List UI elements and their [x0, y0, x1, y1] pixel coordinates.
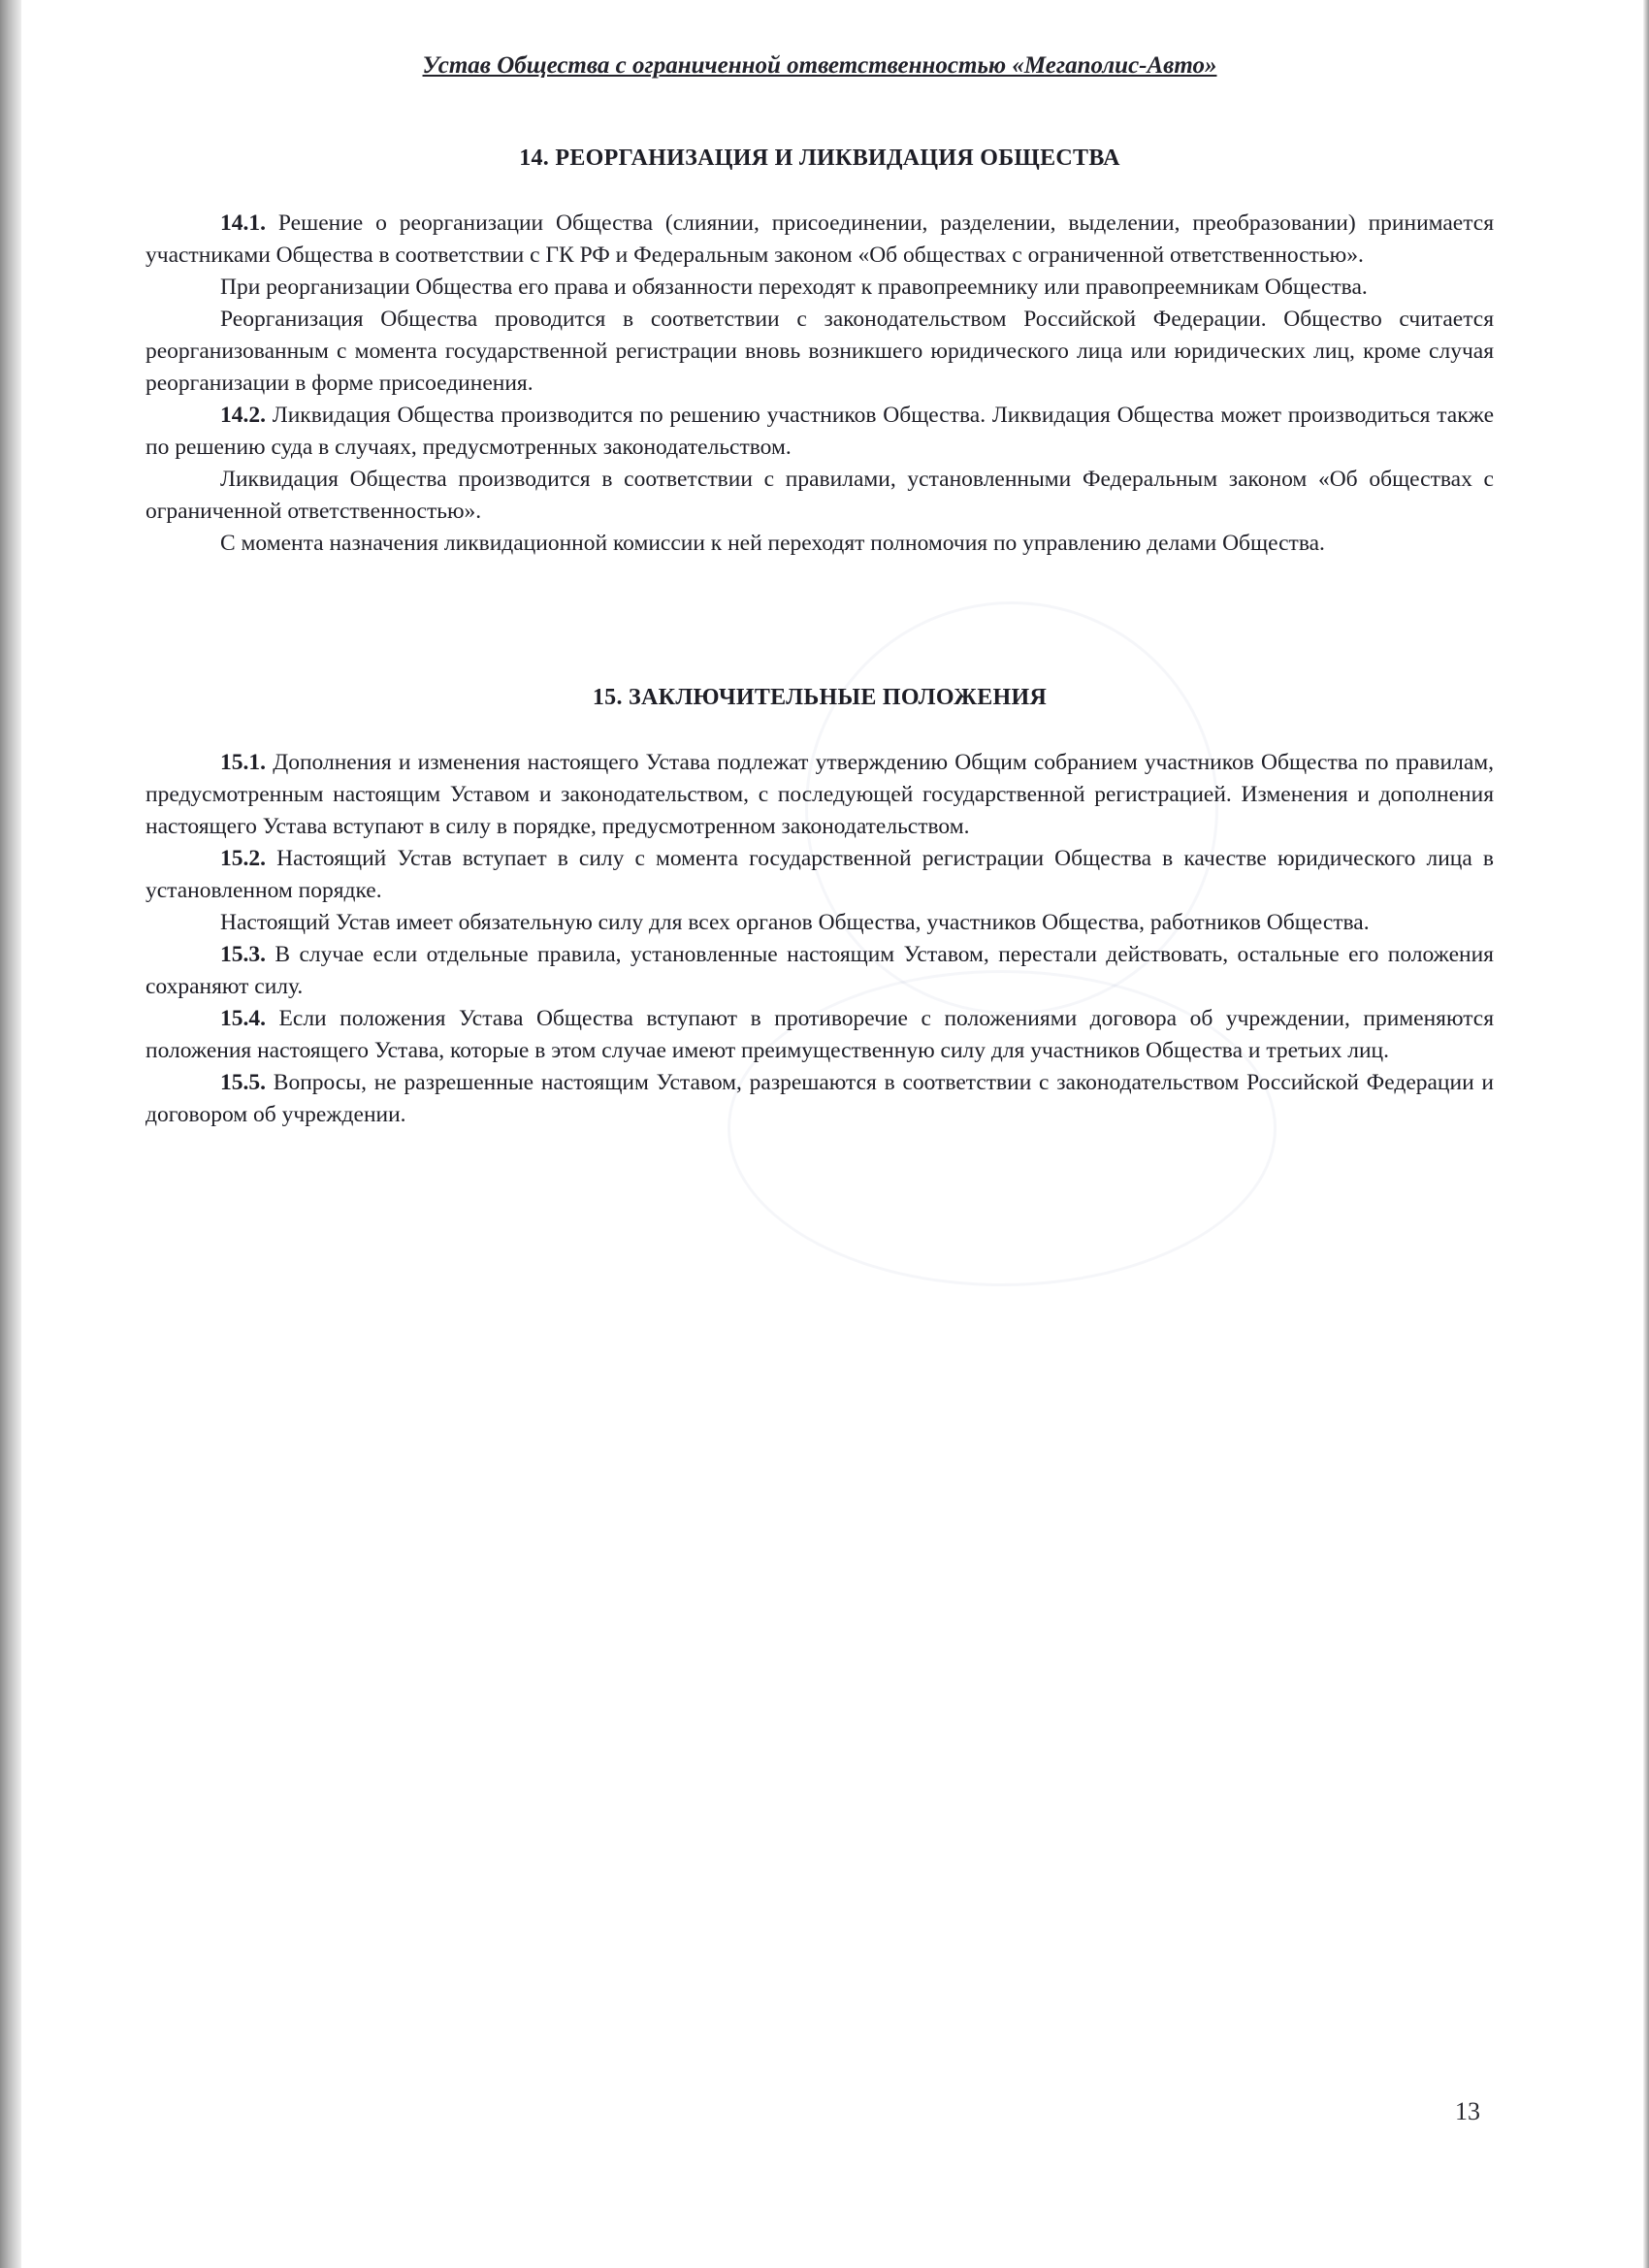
section-15-body: [146, 747, 1494, 1131]
clause-number: 15.5.: [220, 1070, 266, 1095]
paragraph-text: Ликвидация Общества производится по решению участников Общества. Ликвидация Общества может производиться также по решению суда в случаях, предусмотренных законодательством.: [146, 403, 1494, 460]
clause-number: 14.2.: [220, 403, 266, 428]
paragraph-15-5: [146, 1067, 1494, 1131]
paragraph-15-2: [146, 843, 1494, 907]
paragraph-text: При реорганизации Общества его права и обязанности переходят к правопреемнику или правопреемникам Общества.: [220, 275, 1368, 300]
paragraph-text: Реорганизация Общества проводится в соответствии с законодательством Российской Федерации. Общество считается реорганизованным с момента государственной регистрации вновь возникшего юридического лица или юридических лиц, кроме случая реорганизации в форме присоединения.: [146, 307, 1494, 396]
section-14-title: 14. РЕОРГАНИЗАЦИЯ И ЛИКВИДАЦИЯ ОБЩЕСТВА: [519, 146, 1120, 171]
paragraph-text: Дополнения и изменения настоящего Устава подлежат утверждению Общим собранием участников Общества по правилам, предусмотренным настоящим Уставом и законодательством, с последующей государственной регистрацией. Изменения и дополнения настоящего Устава вступают в силу в порядке, предусмотренном законодательством.: [146, 750, 1495, 839]
clause-number: 15.4.: [220, 1006, 266, 1031]
paragraph-15-3: [146, 939, 1494, 1003]
paragraph-14-1: [146, 208, 1494, 272]
clause-number: 15.2.: [220, 846, 266, 871]
paragraph: [146, 304, 1494, 400]
paragraph-text: Вопросы, не разрешенные настоящим Уставом, разрешаются в соответствии с законодательством Российской Федерации и договором об учреждении.: [146, 1070, 1495, 1127]
paragraph-text: Настоящий Устав имеет обязательную силу для всех органов Общества, участников Общества, работников Общества.: [220, 910, 1370, 935]
paragraph: [146, 464, 1494, 528]
paragraph-text: Решение о реорганизации Общества (слиянии, присоединении, разделении, выделении, преобразовании) принимается участниками Общества в соответствии с ГК РФ и Федеральным законом «Об обществах с ограниченной ответственностью».: [146, 211, 1495, 268]
paragraph: [146, 272, 1494, 304]
clause-number: 15.1.: [220, 750, 266, 775]
paragraph-14-2: [146, 400, 1494, 464]
document-page: [146, 0, 1494, 2268]
clause-number: 14.1.: [220, 211, 266, 236]
scan-edge-shadow: [0, 0, 21, 2268]
paragraph: [146, 907, 1494, 939]
running-header: Устав Общества с ограниченной ответственностью «Мегаполис-Авто»: [422, 52, 1217, 79]
section-15-title: 15. ЗАКЛЮЧИТЕЛЬНЫЕ ПОЛОЖЕНИЯ: [592, 685, 1048, 710]
paragraph-15-1: [146, 747, 1494, 843]
paragraph-text: Если положения Устава Общества вступают в противоречие с положениями договора об учреждении, применяются положения настоящего Устава, которые в этом случае имеют преимущественную силу для участников Общества и третьих лиц.: [146, 1006, 1495, 1063]
paragraph-text: Настоящий Устав вступает в силу с момента государственной регистрации Общества в качестве юридического лица в установленном порядке.: [146, 846, 1495, 903]
scan-edge-shadow-right: [1643, 0, 1649, 2268]
paragraph: [146, 528, 1494, 560]
paragraph-15-4: [146, 1003, 1494, 1067]
section-14-body: [146, 208, 1494, 560]
paragraph-text: В случае если отдельные правила, установленные настоящим Уставом, перестали действовать, остальные его положения сохраняют силу.: [146, 942, 1494, 999]
paragraph-text: Ликвидация Общества производится в соответствии с правилами, установленными Федеральным законом «Об обществах с ограниченной ответственностью».: [146, 467, 1494, 524]
clause-number: 15.3.: [220, 942, 266, 967]
paragraph-text: С момента назначения ликвидационной комиссии к ней переходят полномочия по управлению делами Общества.: [220, 531, 1325, 556]
page-number: 13: [1455, 2097, 1480, 2125]
